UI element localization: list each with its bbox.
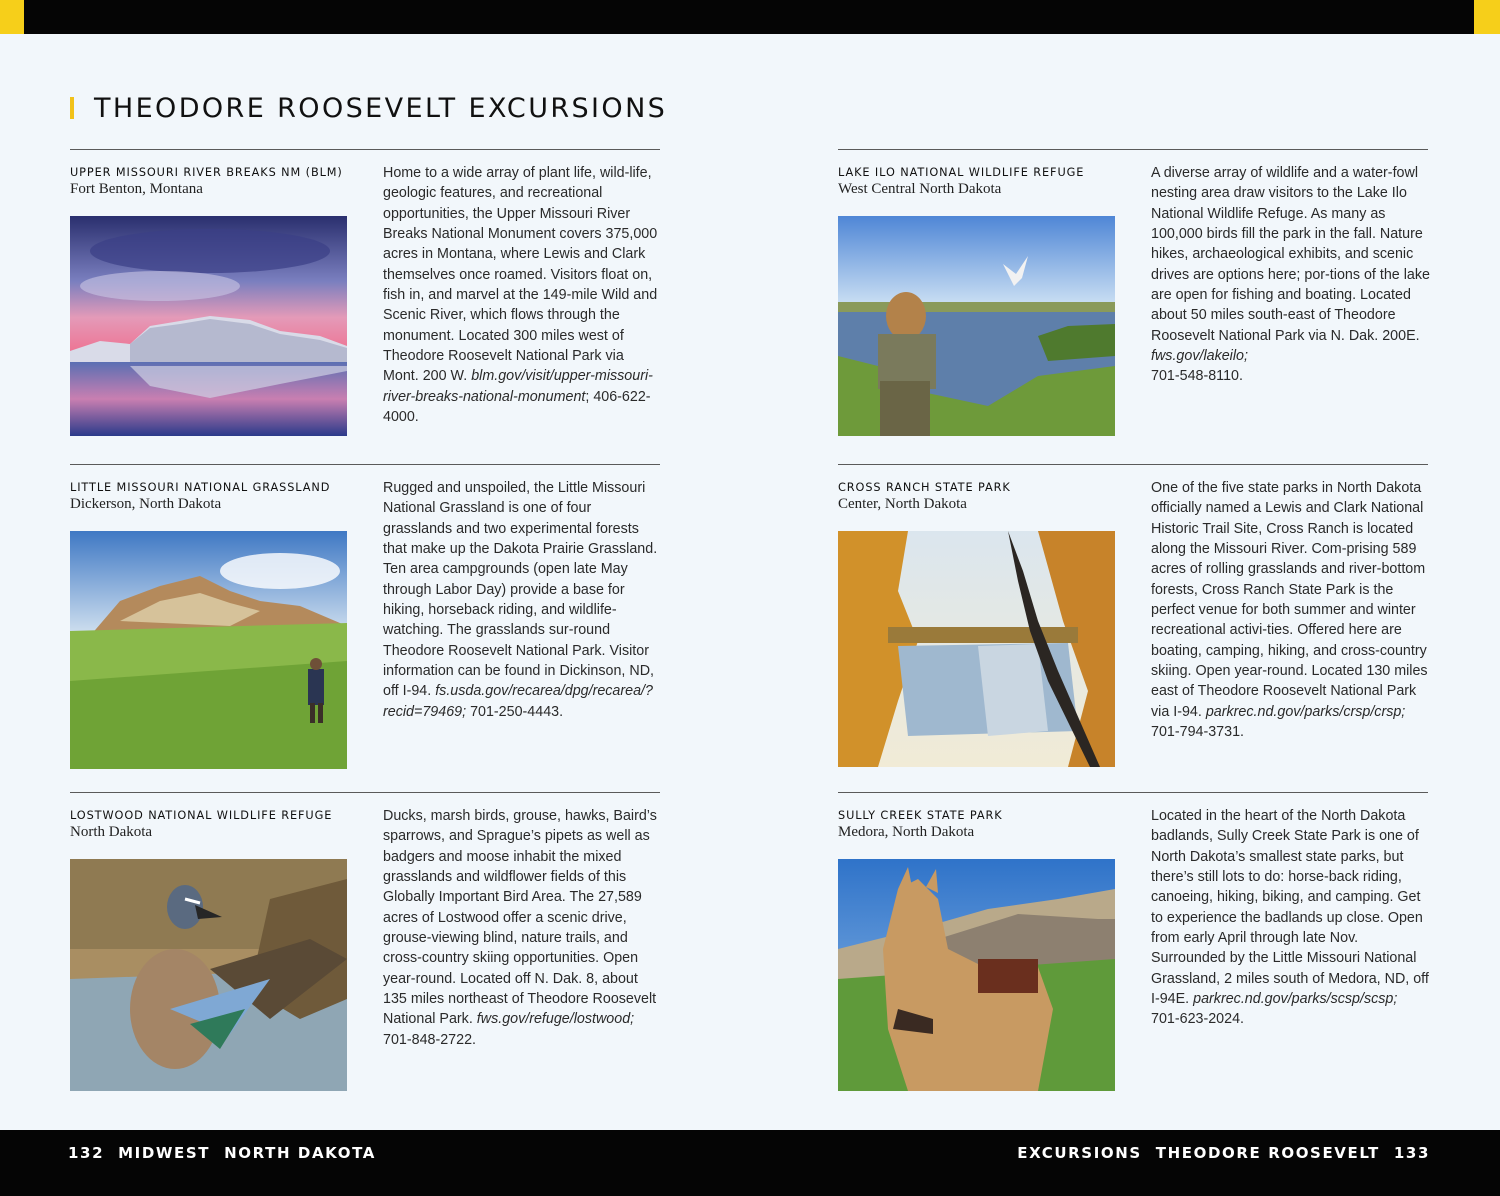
entry-name: LITTLE MISSOURI NATIONAL GRASSLAND [70,481,331,494]
entry-url[interactable]: parkrec.nd.gov/parks/crsp/crsp; [1205,703,1406,720]
entry-url[interactable]: fws.gov/lakeilo; [1151,348,1248,365]
excursion-entry [70,464,660,765]
autumn-river-photo [838,531,1115,767]
excursion-entry [70,792,660,1093]
heading-accent-mark [70,97,74,119]
entry-photo [70,859,347,1091]
entry-description [383,163,663,427]
excursion-entry [838,792,1428,1093]
footer-state: NORTH DAKOTA [224,1144,376,1162]
entry-phone: 701-623-2024. [1151,1011,1245,1028]
entry-phone: 701-848-2722. [383,1031,477,1048]
entry-location: North Dakota [70,824,153,840]
entry-text: Home to a wide array of plant life, wild-life, geologic features, and recreational opportunities, the Upper Missouri River Breaks National Monument covers 375,000 acres in Montana, where Lewis and Clark themselves once roamed. Visitors float on, fish in, and marvel at the 149-mile Wild and Scenic River, which flows through the monument. Located 300 miles west of Theodore Roosevelt National Park via Mont. 200 W. [383,165,658,385]
entry-description [383,478,663,722]
top-bar [0,0,1500,34]
footer-section-right: EXCURSIONS [1017,1144,1142,1162]
page-number-left: 132 [68,1144,105,1162]
horse-badlands-photo [838,859,1115,1091]
teal-duck-photo [70,859,347,1091]
entry-photo [70,216,347,436]
entry-phone: 701-250-4443. [470,703,564,720]
entry-location: West Central North Dakota [838,181,1002,197]
entry-location: Dickerson, North Dakota [70,496,222,512]
footer-park: THEODORE ROOSEVELT [1155,1144,1380,1162]
entry-location: Fort Benton, Montana [70,181,203,197]
entry-photo [838,859,1115,1091]
entry-name: SULLY CREEK STATE PARK [838,809,1003,822]
white-cliffs-photo [70,216,347,436]
entry-name: LAKE ILO NATIONAL WILDLIFE REFUGE [838,166,1085,179]
footer-section-left: MIDWEST [118,1144,211,1162]
entry-phone: 701-794-3731. [1151,724,1245,741]
page-number-right: 133 [1393,1144,1430,1162]
excursion-entry [838,464,1428,765]
entry-url[interactable]: blm.gov/visit/upper-missouri-river-breaks-national-monument [383,368,653,405]
page-heading [70,88,667,128]
entry-description [383,806,663,1050]
entry-text: A diverse array of wildlife and a water-fowl nesting area draw visitors to the Lake Ilo National Wildlife Refuge. As many as 100,000 birds fill the park in the fall. Nature hikes, archaeological exhibits, and scenic drives are options here; por-tions of the lake are open for fishing and boating. Located about 50 miles south-east of Theodore Roosevelt National Park via N. Dak. 200E. [1151,165,1430,344]
top-bar-accent-right [1474,0,1500,34]
hiker-grassland-photo [70,531,347,769]
page-title: THEODORE ROOSEVELT EXCURSIONS [94,92,668,124]
entry-url[interactable]: parkrec.nd.gov/parks/scsp/scsp; [1193,991,1398,1008]
excursion-entry [70,149,660,450]
entry-name: LOSTWOOD NATIONAL WILDLIFE REFUGE [70,809,333,822]
excursion-entry [838,149,1428,450]
entry-url[interactable]: fs.usda.gov/recarea/dpg/recarea/?recid=79469; [383,683,653,720]
entry-text: Located in the heart of the North Dakota badlands, Sully Creek State Park is one of North Dakota’s smallest state parks, but there’s still lots to do: horse-back riding, canoeing, hiking, biking, and camping. Get to experience the badlands up close. Open from early April through late Nov. Surrounded by the Little Missouri National Grassland, 2 miles south of Medora, ND, off I-94E. [1151,808,1429,1008]
entry-photo [838,216,1115,436]
entry-text: Rugged and unspoiled, the Little Missouri National Grassland is one of four grasslands and two experimental forests that make up the Dakota Prairie Grassland. Ten area campgrounds (open late May through Labor Day) provide a base for hiking, horseback riding, and wildlife-watching. The grasslands sur-round Theodore Roosevelt National Park. Visitor information can be found in Dickinson, ND, off I-94. [383,480,658,700]
wader-and-bird-photo [838,216,1115,436]
entry-name: UPPER MISSOURI RIVER BREAKS NM (BLM) [70,166,343,179]
entry-text: One of the five state parks in North Dakota officially named a Lewis and Clark National Historic Trail Site, Cross Ranch is located along the Missouri River. Com-prising 589 acres of rolling grasslands and river-bottom forests, Cross Ranch State Park is the perfect venue for both summer and winter recreational activi-ties. Offered here are boating, camping, hiking, and cross-country skiing. Open year-round. Located 130 miles east of Theodore Roosevelt National Park via I-94. [1151,480,1428,720]
entry-location: Medora, North Dakota [838,824,975,840]
footer-right [1017,1144,1430,1162]
entry-description [1151,806,1431,1030]
footer-left [68,1144,376,1162]
entry-location: Center, North Dakota [838,496,967,512]
entry-phone: 701-548-8110. [1151,368,1243,385]
entry-photo [838,531,1115,767]
entry-description [1151,478,1431,742]
entry-photo [70,531,347,769]
entry-url[interactable]: fws.gov/refuge/lostwood; [476,1011,635,1028]
top-bar-accent-left [0,0,24,34]
page-footer [0,1130,1500,1196]
entry-name: CROSS RANCH STATE PARK [838,481,1011,494]
entry-phone: ; 406-622-4000. [383,388,651,426]
entry-description [1151,163,1431,387]
entry-text: Ducks, marsh birds, grouse, hawks, Baird’s sparrows, and Sprague’s pipets as well as badgers and moose inhabit the mixed grasslands and wildflower fields of this Globally Important Bird Area. The 27,589 acres of Lostwood offer a scenic drive, grouse-viewing blind, nature trails, and cross-country skiing opportunities. Open year-round. Located off N. Dak. 8, about 135 miles northeast of Theodore Roosevelt National Park. [383,808,657,1028]
